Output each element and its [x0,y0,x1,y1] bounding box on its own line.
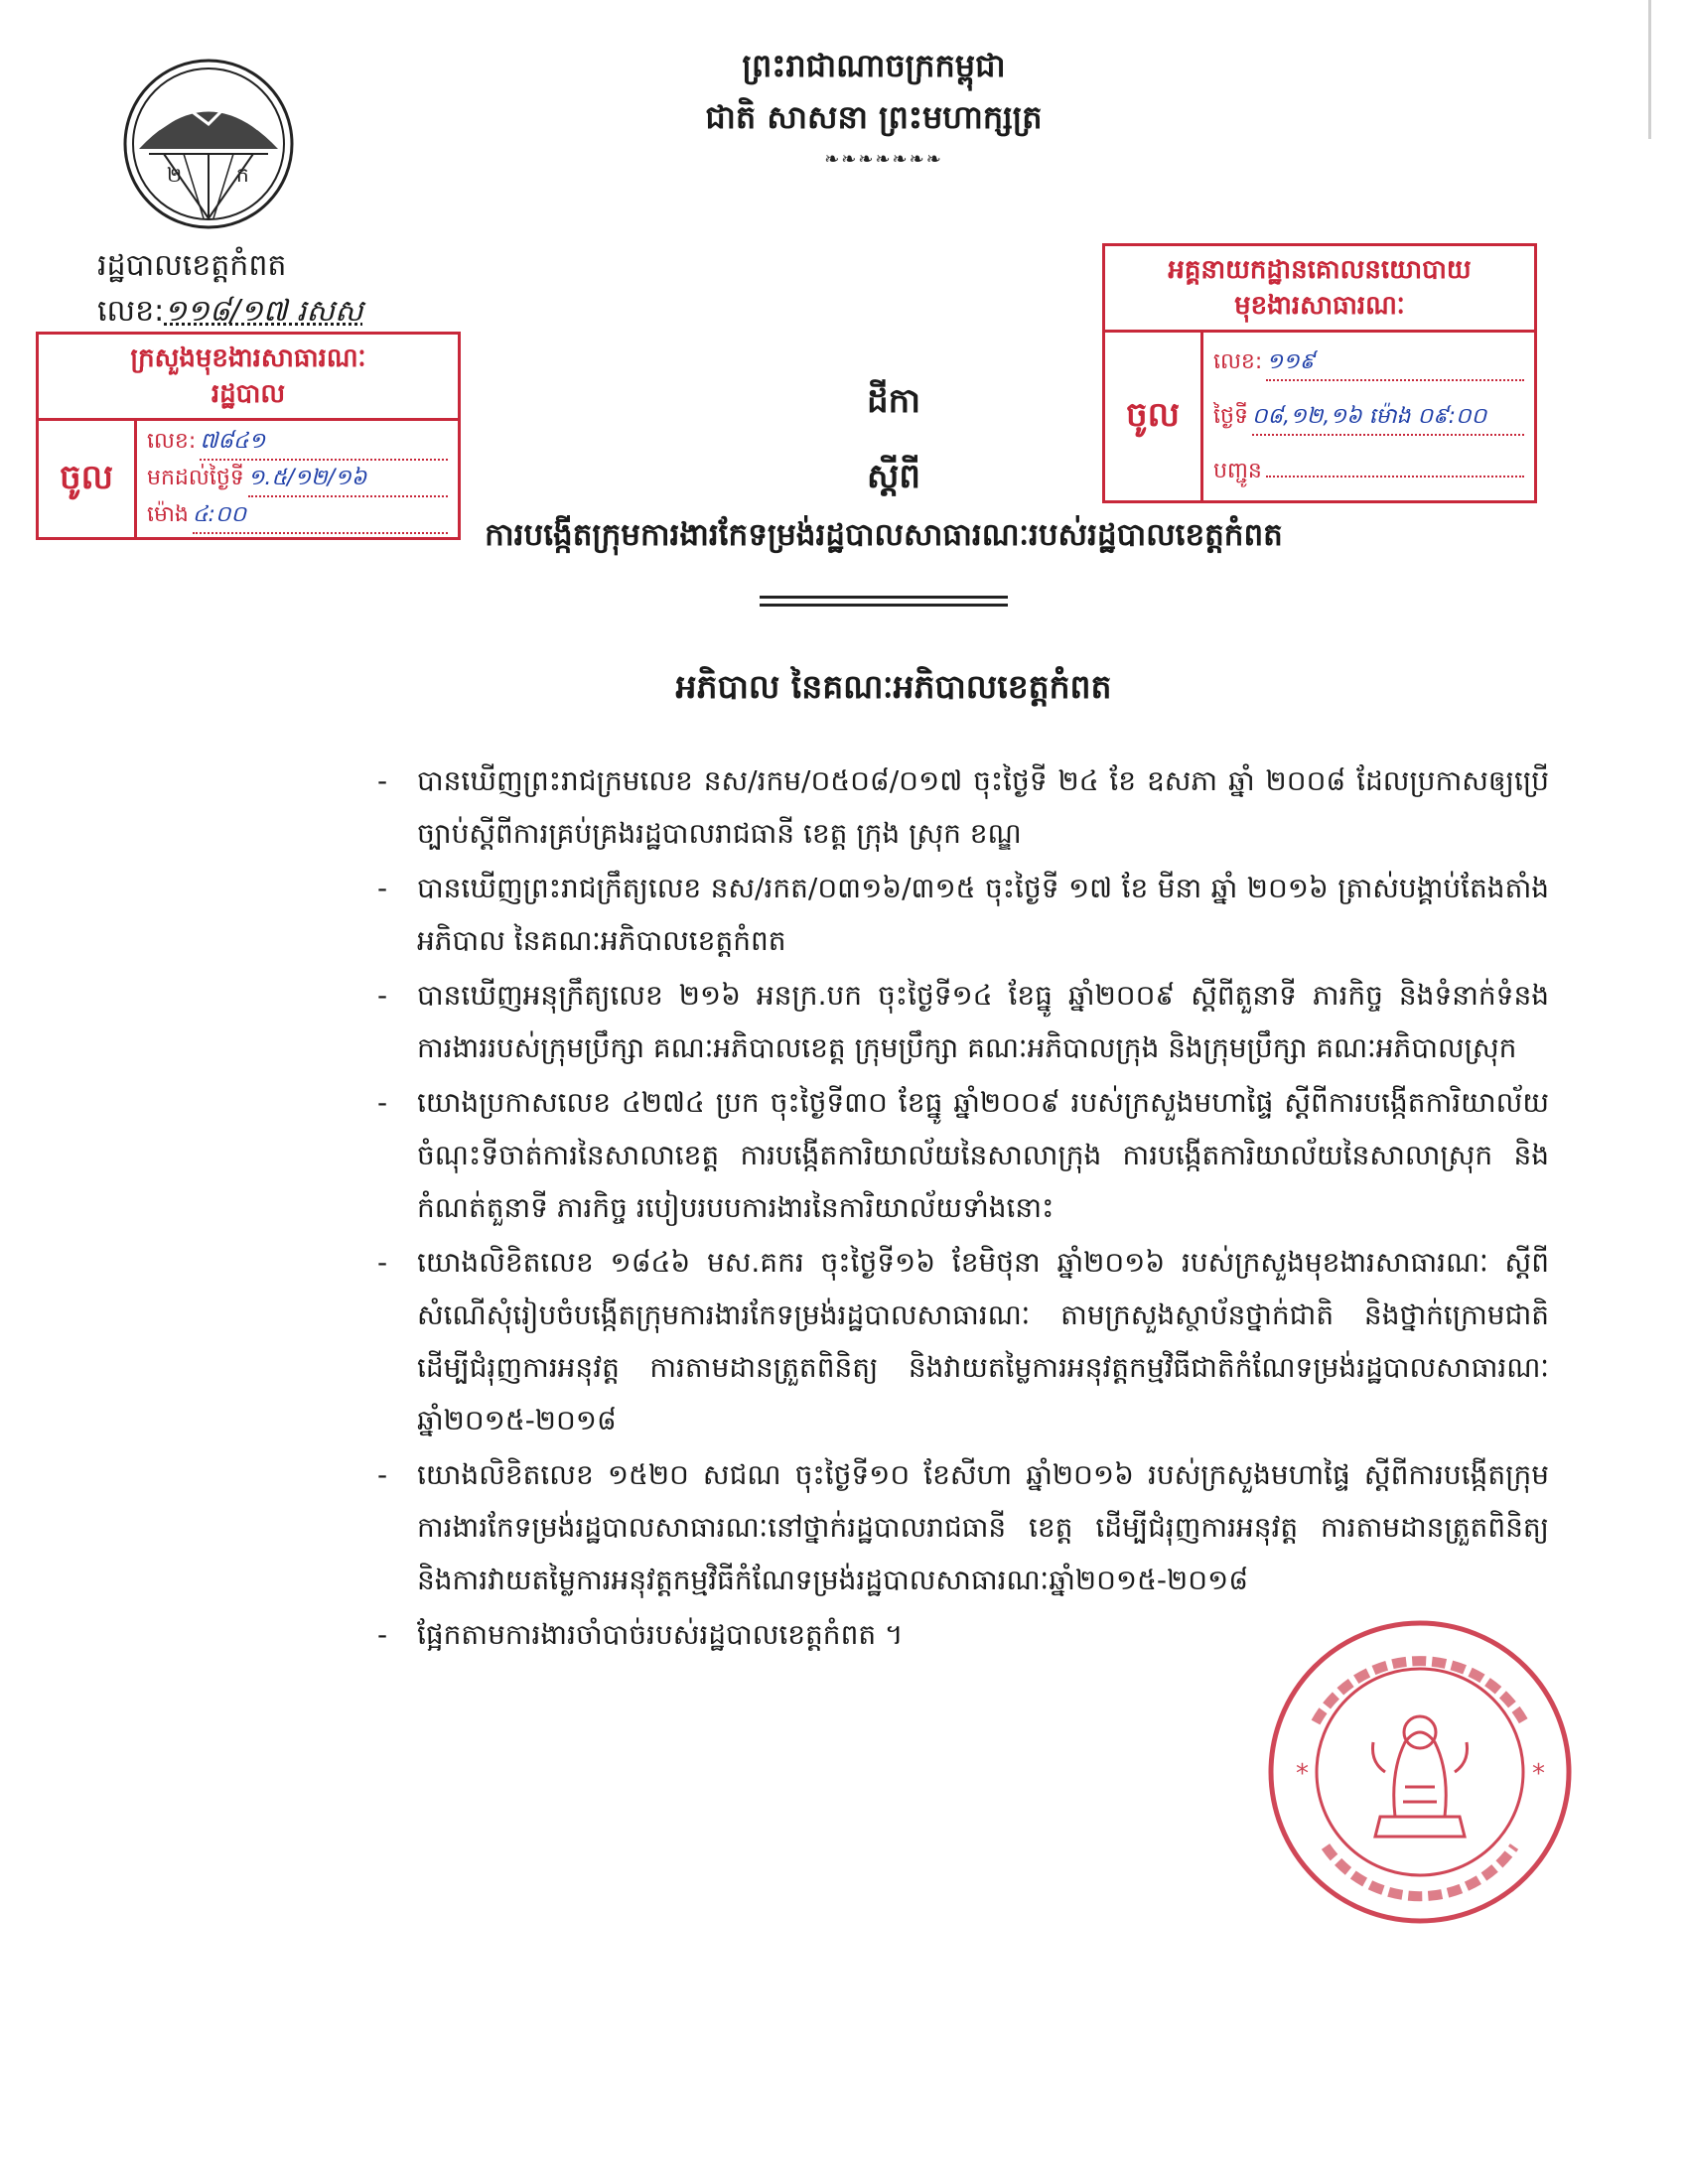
stamp-right-date-value: ០៨,១២,១៦ ម៉ោង ០៩:០០ [1252,402,1524,436]
svg-text:*: * [1296,1759,1309,1789]
recital-item: - ផ្អែកតាមការងារចាំបាច់របស់រដ្ឋបាលខេត្តកំពត ។ [377,1608,1549,1661]
title-underline-top [760,596,1008,599]
stamp-right-number-label: លេខ: [1213,348,1263,374]
emblem-numeral-right: ក [236,163,249,187]
recital-item: - បានឃើញអនុក្រឹត្យលេខ ២១៦ អនក្រ.បក ចុះថ្ងៃទី១៤ ខែធ្នូ ឆ្នាំ២០០៩ ស្តីពីតួនាទី ភារកិច្ច និងទំនាក់ទំនងការងាររបស់ក្រុមប្រឹក្សា គណៈអភិបាលខេត្ត ក្រុមប្រឹក្សា គណៈអភិបាលក្រុង និងក្រុមប្រឹក្សា គណៈអភិបាលស្រុក [377,969,1549,1074]
stamp-right-transfer [1213,457,1524,488]
recital-item: - យោងលិខិតលេខ ១៥២០ សជណ ចុះថ្ងៃទី១០ ខែសីហា ឆ្នាំ២០១៦ របស់ក្រសួងមហាផ្ទៃ ស្តីពីការបង្កើតក្រុមការងារកែទម្រង់រដ្ឋបាលសាធារណៈនៅថ្នាក់រដ្ឋបាលរាជធានី ខេត្ត ដើម្បីជំរុញការអនុវត្ត ការតាមដានត្រួតពិនិត្យ និងការវាយតម្លៃការអនុវត្តកម្មវិធីកំណែទម្រង់រដ្ឋបាលសាធារណៈឆ្នាំ២០១៥-២០១៨ [377,1448,1549,1606]
reference-label: លេខ: [97,294,165,329]
recital-item: - បានឃើញព្រះរាជក្រឹត្យលេខ នស/រកត/០៣១៦/៣១៥ ចុះថ្ងៃទី ១៧ ខែ មីនា ឆ្នាំ ២០១៦ ត្រាស់បង្គាប់តែងតាំងអភិបាល នៃគណៈអភិបាលខេត្តកំពត [377,862,1549,967]
issuing-administration [97,243,363,335]
receipt-stamp-ministry [36,332,461,540]
stamp-right-fields [1203,333,1534,503]
stamp-left-title-line2: រដ្ឋបាល [211,379,286,409]
national-motto: ជាតិ សាសនា ព្រះមហាក្សត្រ [705,98,1043,136]
stamp-left-time-value: ៤:០០ [193,500,448,534]
stamp-right-title [1105,246,1534,333]
stamp-left-received: ចូល [39,421,137,540]
stamp-right-date-label: ថ្ងៃទី [1213,403,1248,429]
kingdom-name: ព្រះរាជាណាចក្រកម្ពុជា [742,47,1006,84]
document-subject: ការបង្កើតក្រុមការងារកែទម្រង់រដ្ឋបាលសាធារណៈរបស់រដ្ឋបាលខេត្តកំពត [485,517,1283,553]
stamp-left-number-label: លេខ: [147,428,197,454]
recital-item: - បានឃើញព្រះរាជក្រមលេខ នស/រកម/០៥០៨/០១៧ ចុះថ្ងៃទី ២៤ ខែ ឧសភា ឆ្នាំ ២០០៨ ដែលប្រកាសឲ្យប្រើច្បាប់ស្តីពីការគ្រប់គ្រងរដ្ឋបាលរាជធានី ខេត្ត ក្រុង ស្រុក ខណ្ឌ [377,754,1549,860]
title-underline-bottom [760,604,1008,607]
recital-item: - យោងលិខិតលេខ ១៨៤៦ មស.គករ ចុះថ្ងៃទី១៦ ខែមិថុនា ឆ្នាំ២០១៦ របស់ក្រសួងមុខងារសាធារណៈ ស្តីពីសំណើសុំរៀបចំបង្កើតក្រុមការងារកែទម្រង់រដ្ឋបាលសាធារណៈ តាមក្រសួងស្ថាប័នថ្នាក់ជាតិ និងថ្នាក់ក្រោមជាតិដើម្បីជំរុញការអនុវត្ត ការតាមដានត្រួតពិនិត្យ និងវាយតម្លៃការអនុវត្តកម្មវិធីជាតិកំណែទម្រង់រដ្ឋបាលសាធារណៈឆ្នាំ២០១៥-២០១៨ [377,1236,1549,1446]
stamp-right-received: ចូល [1105,333,1203,503]
emblem-numeral-left: ២ [167,163,183,187]
stamp-left-date [147,464,448,497]
administration-name: រដ្ឋបាលខេត្តកំពត [97,248,287,283]
official-seal-icon [1256,1613,1584,1931]
issuer-heading: អភិបាល នៃគណៈអភិបាលខេត្តកំពត [675,667,1112,706]
scan-edge-line [1648,0,1651,139]
recital-item: - យោងប្រកាសលេខ ៤២៧៤ ប្រក ចុះថ្ងៃទី៣០ ខែធ្នូ ឆ្នាំ២០០៩ របស់ក្រសួងមហាផ្ទៃ ស្តីពីការបង្កើតការិយាល័យចំណុះទីចាត់ការនៃសាលាខេត្ត ការបង្កើតការិយាល័យនៃសាលាក្រុង ការបង្កើតការិយាល័យនៃសាលាស្រុក និងកំណត់តួនាទី ភារកិច្ច របៀបរបបការងារនៃការិយាល័យទាំងនោះ [377,1076,1549,1234]
stamp-right-number-value: ១១៩ [1266,347,1524,381]
stamp-left-time-label: ម៉ោង [147,502,189,528]
stamp-right-number [1213,347,1524,381]
stamp-left-number [147,427,448,461]
reference-value: ១១៨/១៧ រសស [164,294,363,329]
provincial-emblem-icon [119,55,298,233]
svg-text:*: * [1532,1759,1545,1789]
stamp-left-date-value: ១.៥/១២/១៦ [248,464,448,497]
stamp-right-transfer-value [1266,476,1524,478]
stamp-right-date [1213,402,1524,436]
stamp-left-title-line1: ក្រសួងមុខងារសាធារណៈ [130,343,366,373]
stamp-right-transfer-label: បញ្ជូន [1213,459,1262,484]
document-type: ដីកា [867,381,920,421]
document-about: ស្តីពី [867,457,920,496]
stamp-left-title [39,335,458,421]
kingdom-header [556,40,1192,143]
recitals-list [377,754,1549,1663]
stamp-left-number-value: ៧៨៤១ [200,427,448,461]
stamp-right-title-line1: អគ្គនាយកដ្ឋានគោលនយោបាយ [1168,255,1472,285]
reference-number [97,289,363,335]
header-ornament: ❧❧❧❧❧❧❧ [824,149,943,170]
receipt-stamp-department [1102,243,1537,503]
stamp-right-title-line2: មុខងារសាធារណៈ [1234,291,1405,321]
stamp-left-date-label: មកដល់ថ្ងៃទី [147,465,244,490]
stamp-right-body [1105,333,1534,503]
